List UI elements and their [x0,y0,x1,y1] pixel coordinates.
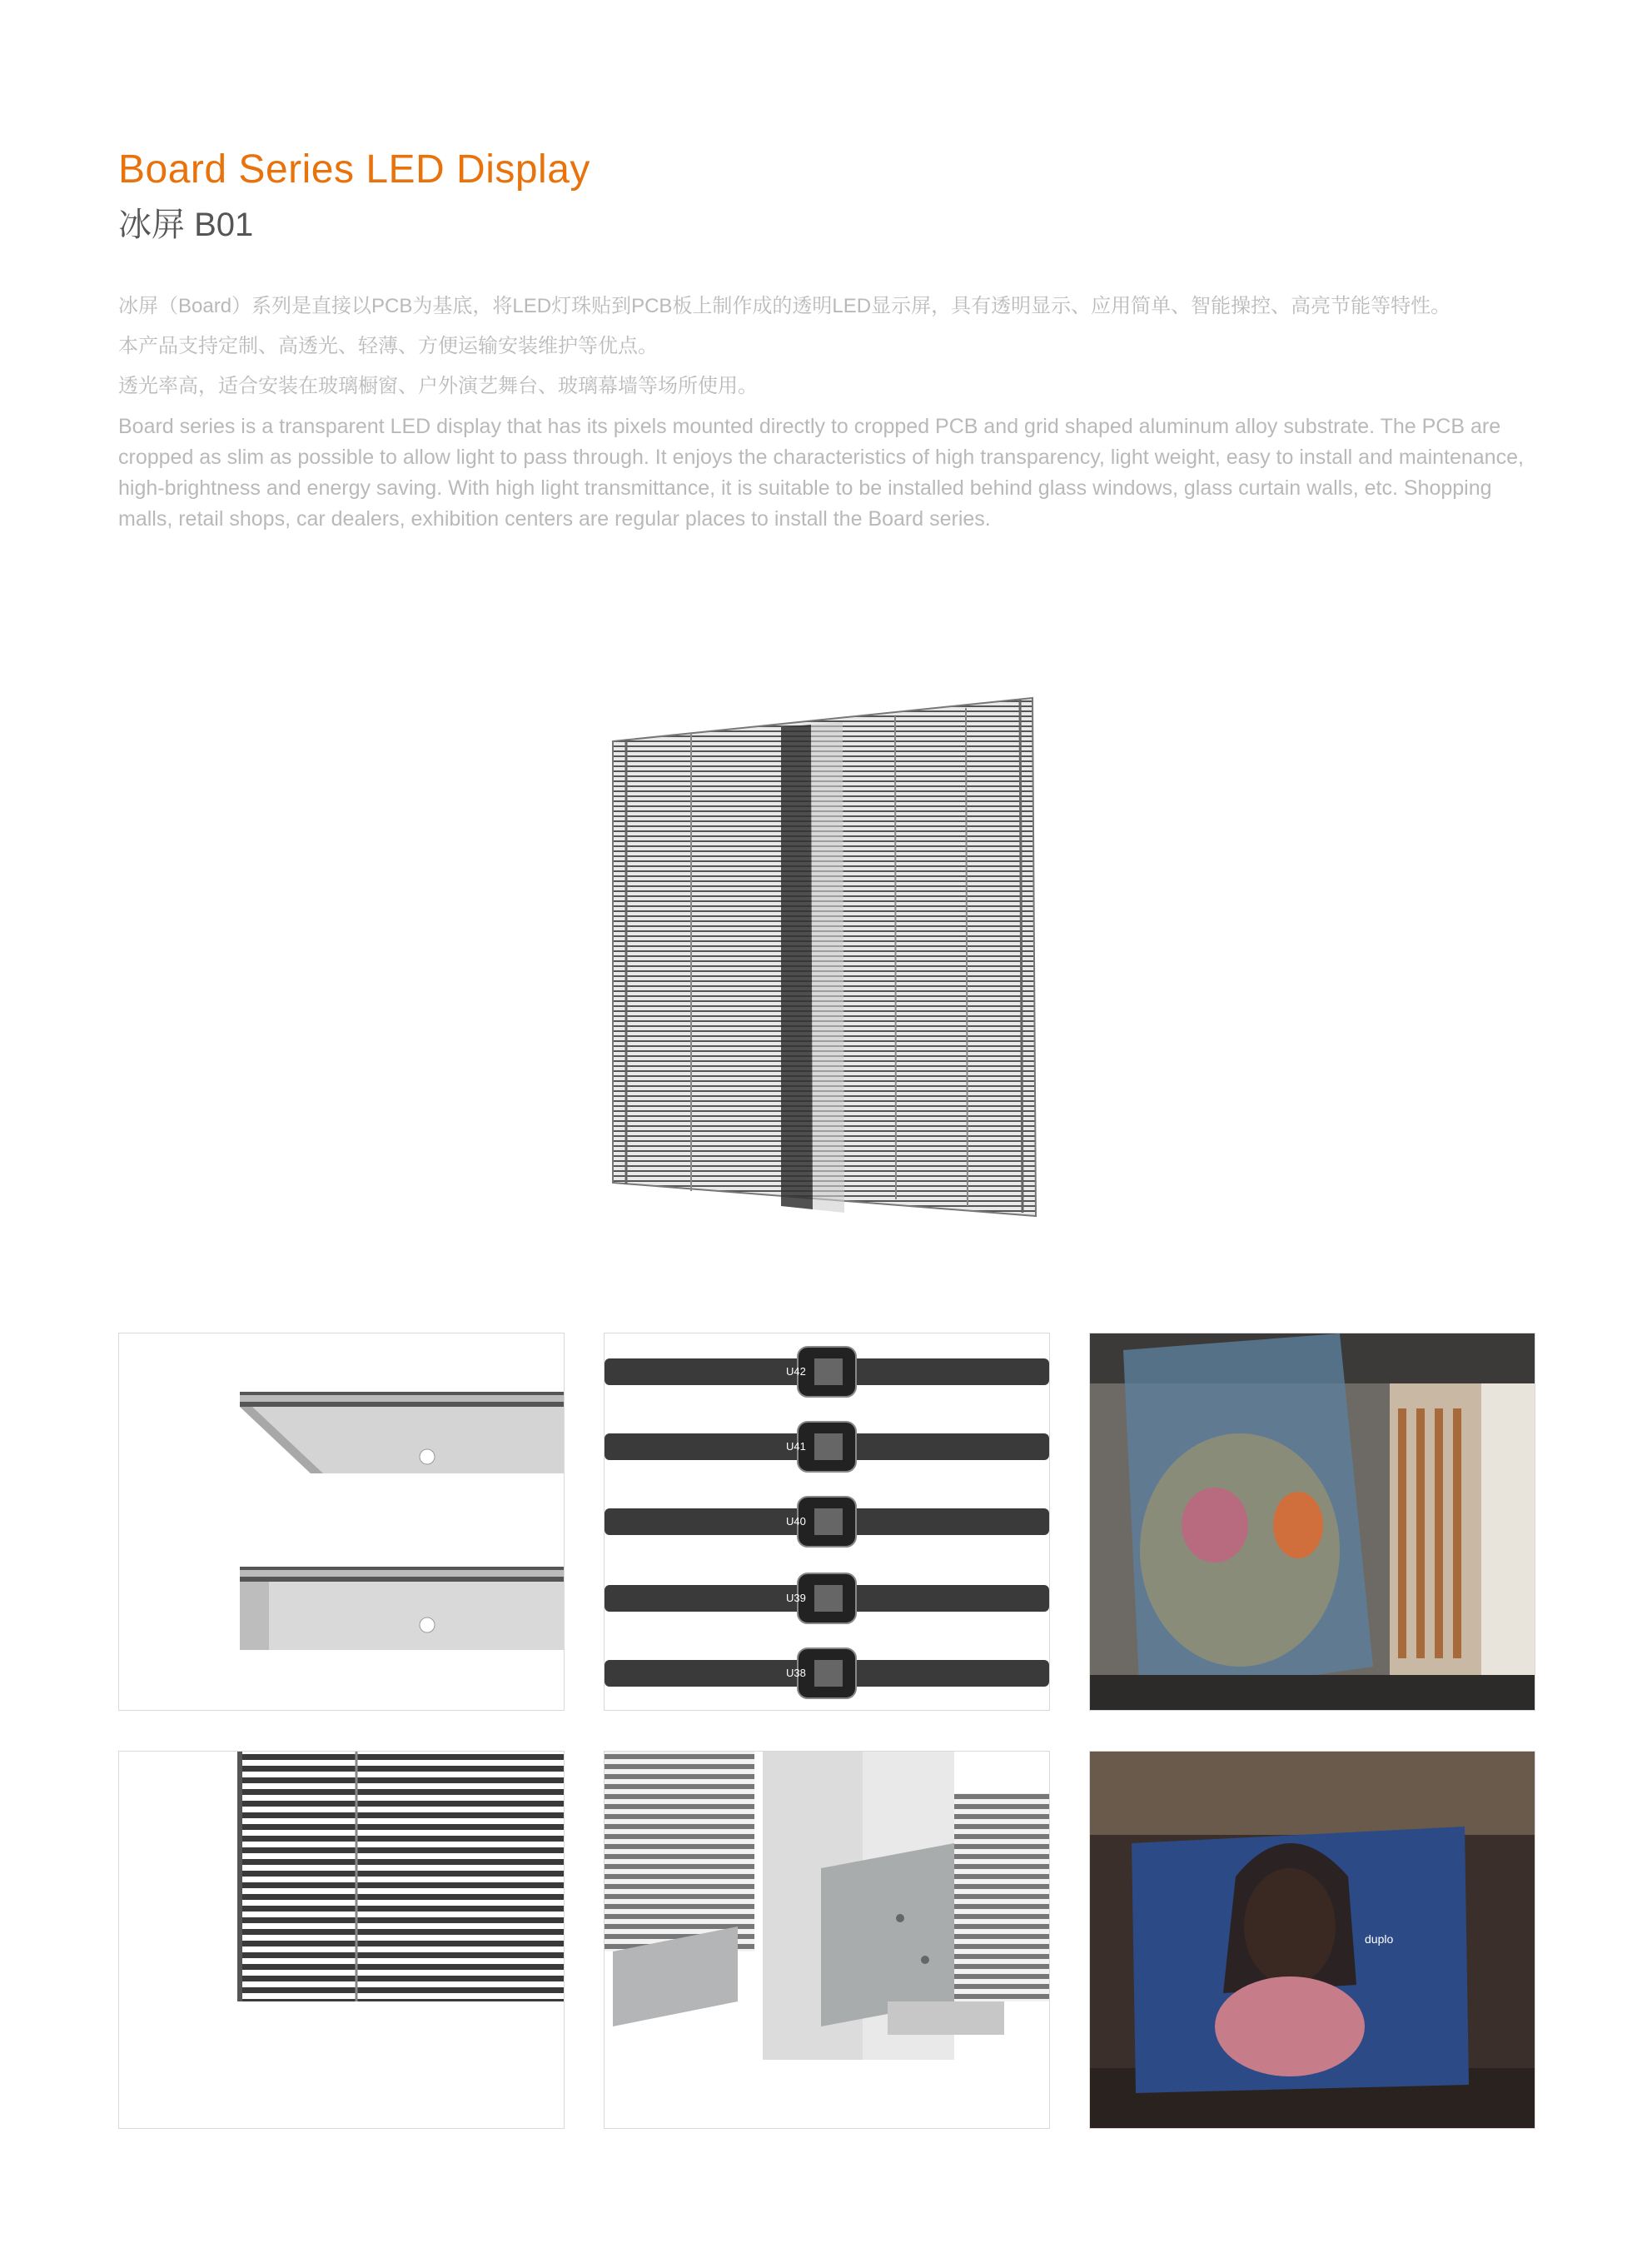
page-subtitle: 冰屏 B01 [118,207,254,243]
description-cn-2: 本产品支持定制、高透光、轻薄、方便运输安装维护等优点。 [118,335,658,357]
chip-label-2: U41 [786,1440,806,1453]
description-en: Board series is a transparent LED display that has its pixels mounted directly to cropped PCB and grid shaped aluminum alloy substrate. The PCB are cropped as slim as possible to allow light to pass through. It enjoys the characteristics of high transparency, light weight, easy to install and maintenance, high-brightness and energy saving. With high light transmittance, it is suitable to be installed behind glass windows, glass curtain walls, etc. Shopping malls, retail shops, car dealers, exhibition centers are regular places to install the Board series. [118,415,1524,531]
pcb-strips-image [604,1333,1050,1711]
chip-label-4: U39 [786,1592,806,1604]
product-panel-image [583,683,1049,1233]
mounting-bracket-image [604,1751,1050,2129]
aluminum-profile-image [118,1333,565,1711]
description-cn-1: 冰屏（Board）系列是直接以PCB为基底，将LED灯珠贴到PCB板上制作成的透明LED显示屏，具有透明显示、应用简单、智能操控、高亮节能等特性。 [118,295,1451,317]
chip-label-3: U40 [786,1515,806,1528]
screen-logo-text: duplo [1365,1932,1394,1946]
description-cn-3: 透光率高，适合安装在玻璃橱窗、户外演艺舞台、玻璃幕墙等场所使用。 [118,375,758,397]
chip-label-1: U42 [786,1365,806,1378]
chip-label-5: U38 [786,1667,806,1679]
strip-closeup-image [118,1751,565,2129]
installation-photo-mall [1089,1751,1535,2129]
installation-photo-column [1089,1333,1535,1711]
page-title: Board Series LED Display [118,147,590,192]
